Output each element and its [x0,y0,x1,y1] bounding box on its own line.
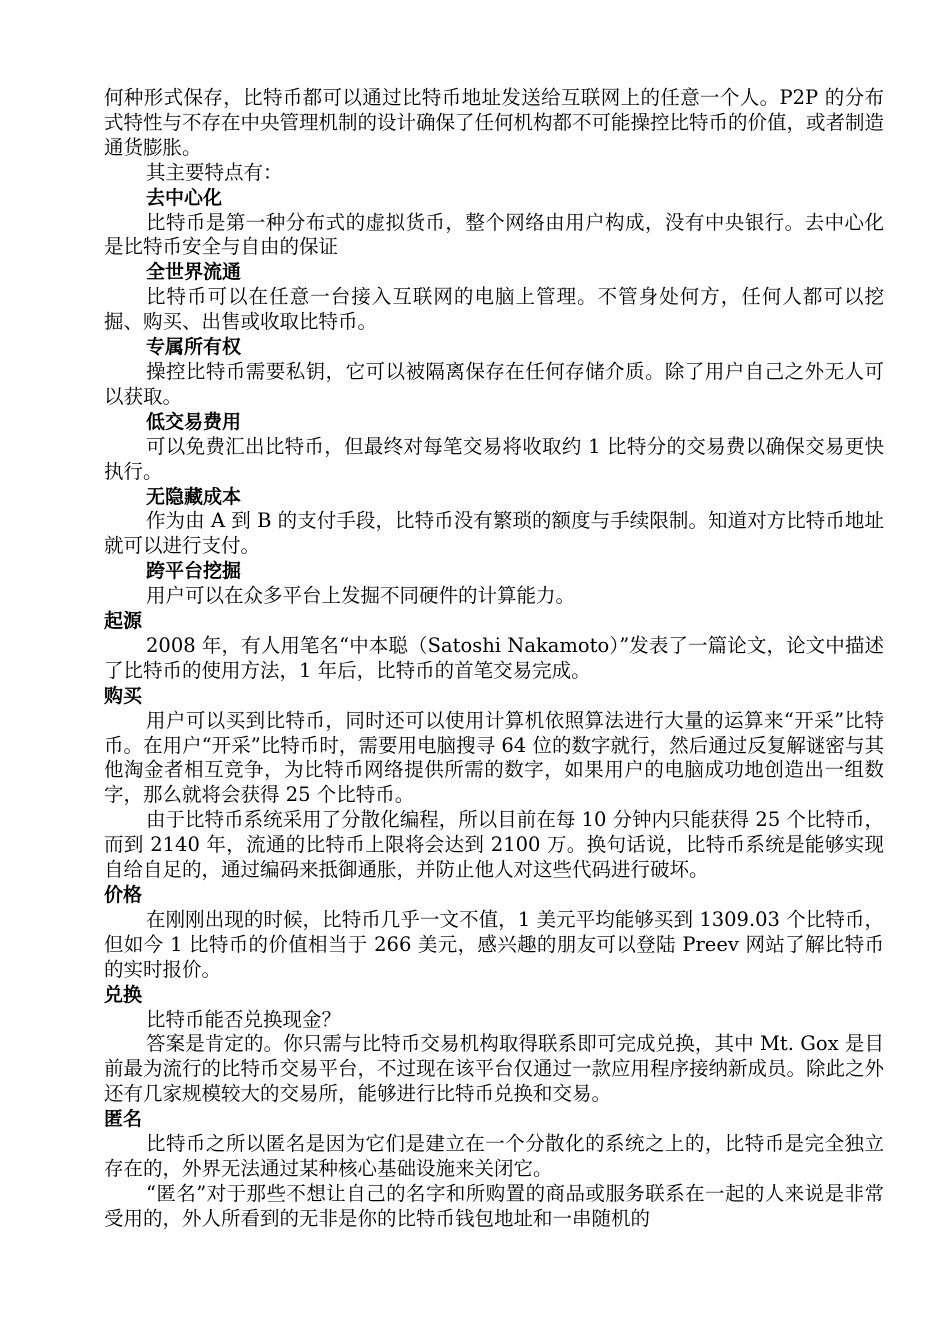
section-anonymity [104,1107,884,1232]
feature-title: 跨平台挖掘 [146,560,242,583]
feature-low-fees [104,410,884,485]
section-paragraph: 用户可以买到比特币，同时还可以使用计算机依照算法进行大量的运算来“开采”比特币。在用户“开采”比特币时，需要用电脑搜寻 64 位的数字就行，然后通过反复解谜密与其他淘金者相互竞争，为比特币网络提供所需的数字，如果用户的电脑成功地创造出一组数字，那么就将会获得 25 个比特币。 [104,708,884,807]
feature-text: 用户可以在众多平台上发掘不同硬件的计算能力。 [146,584,576,608]
section-paragraph: 比特币之所以匿名是因为它们是建立在一个分散化的系统之上的，比特币是完全独立存在的，外界无法通过某种核心基础设施来关闭它。 [104,1132,884,1180]
feature-title: 去中心化 [146,186,223,209]
feature-title: 无隐藏成本 [146,485,242,508]
section-heading: 起源 [104,610,143,633]
feature-title: 专属所有权 [146,336,242,359]
section-paragraph: 答案是肯定的。你只需与比特币交易机构取得联系即可完成兑换，其中 Mt. Gox 是目前最为流行的比特币交易平台，不过现在该平台仅通过一款应用程序接纳新成员。除此之外还有几家规模较大的交易所，能够进行比特币兑换和交易。 [104,1032,885,1106]
feature-text: 操控比特币需要私钥，它可以被隔离保存在任何存储介质。除了用户自己之外无人可以获取。 [104,359,884,408]
feature-global [104,260,884,335]
section-heading: 兑换 [104,983,143,1006]
section-paragraph: “匿名”对于那些不想让自己的名字和所购置的商品或服务联系在一起的人来说是非常受用的，外人所看到的无非是你的比特币钱包地址和一串随机的 [104,1181,884,1230]
document-page [104,86,884,1232]
section-heading: 价格 [104,884,143,906]
section-price [104,883,884,983]
intro-paragraph: 何种形式保存，比特币都可以通过比特币地址发送给互联网上的任意一个人。P2P 的分布式特性与不存在中央管理机制的设计确保了任何机构都不可能操控比特币的价值，或者制造通货膨胀。 [104,86,885,159]
feature-text: 作为由 A 到 B 的支付手段，比特币没有繁琐的额度与手续限制。知道对方比特币地址就可以进行支付。 [104,509,884,558]
section-paragraph: 在刚刚出现的时候，比特币几乎一文不值，1 美元平均能够买到 1309.03 个比特币，但如今 1 比特币的价值相当于 266 美元，感兴趣的朋友可以登陆 Preev 网站了解比特币的实时报价。 [104,907,884,981]
section-paragraph: 由于比特币系统采用了分散化编程，所以目前在每 10 分钟内只能获得 25 个比特币，而到 2140 年，流通的比特币上限将会达到 2100 万。换句话说，比特币系统是能够实现自给自足的，通过编码来抵御通胀，并防止他人对这些代码进行破坏。 [104,808,884,882]
feature-text: 比特币是第一种分布式的虚拟货币，整个网络由用户构成，没有中央银行。去中心化是比特币安全与自由的保证 [104,210,884,259]
feature-decentralized [104,186,884,261]
section-paragraph: 比特币能否兑换现金？ [146,1007,342,1031]
feature-title: 低交易费用 [146,410,242,433]
feature-ownership [104,335,884,410]
section-paragraph: 2008 年，有人用笔名“中本聪（Satoshi Nakamoto）”发表了一篇论文，论文中描述了比特币的使用方法，1 年后，比特币的首笔交易完成。 [104,633,884,682]
feature-title: 全世界流通 [146,261,242,284]
feature-text: 可以免费汇出比特币，但最终对每笔交易将收取约 1 比特分的交易费以确保交易更快执行。 [104,434,884,483]
features-intro: 其主要特点有： [146,160,283,184]
feature-no-hidden-costs [104,485,884,560]
section-heading: 购买 [104,684,143,707]
feature-cross-platform [104,559,884,609]
section-origin [104,609,884,684]
section-exchange [104,983,884,1108]
feature-text: 比特币可以在任意一台接入互联网的电脑上管理。不管身处何方，任何人都可以挖掘、购买、出售或收取比特币。 [104,285,884,334]
section-heading: 匿名 [104,1108,143,1131]
section-purchase [104,684,884,883]
